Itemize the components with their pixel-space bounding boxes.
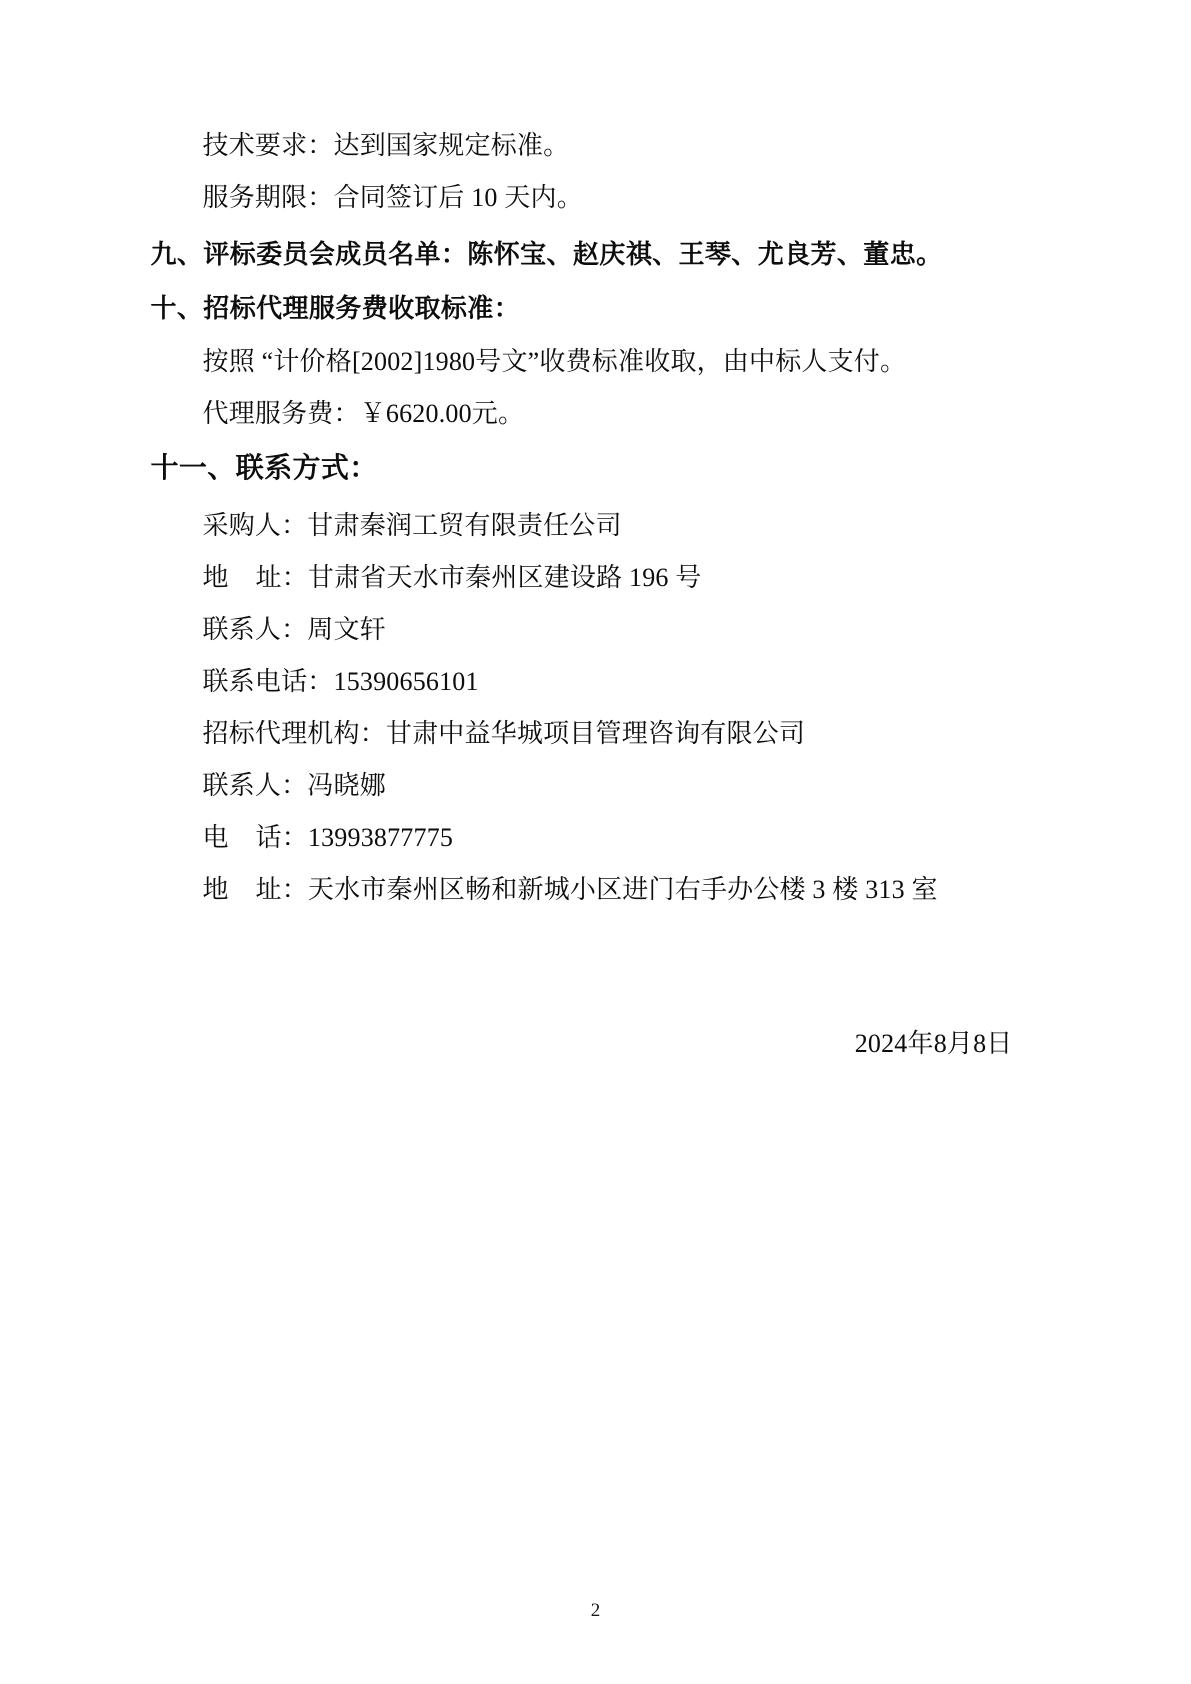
- contact-line-purchaser-contact: 联系人：周文轩: [202, 615, 386, 644]
- contact-line-agency: 招标代理机构：甘肃中益华城项目管理咨询有限公司: [202, 719, 806, 748]
- page-number: 2: [590, 1600, 601, 1621]
- contact-line-purchaser-phone: 联系电话：15390656101: [202, 667, 479, 696]
- contact-line-purchaser-address: 地 址：甘肃省天水市秦州区建设路 196 号: [202, 563, 702, 592]
- contact-list: [151, 500, 1041, 916]
- section-heading-eleven: 十一、联系方式：: [150, 453, 378, 484]
- section-heading-ten: 十、招标代理服务费收取标准：: [150, 294, 521, 323]
- vertical-spacer: [151, 916, 1041, 1024]
- contact-line-purchaser: 采购人：甘肃秦润工贸有限责任公司: [202, 511, 622, 540]
- document-body: [151, 120, 1041, 1064]
- section-heading-nine: 九、评标委员会成员名单：陈怀宝、赵庆祺、王琴、尤良芳、董忠。: [150, 240, 943, 269]
- paragraph-fee-standard: 按照 “计价格[2002]1980号文”收费标准收取，由中标人支付。: [202, 347, 907, 376]
- paragraph-tech-requirement: 技术要求：达到国家规定标准。: [202, 131, 570, 160]
- paragraph-agency-fee: 代理服务费：￥6620.00元。: [202, 399, 525, 428]
- contact-line-agency-contact: 联系人：冯晓娜: [202, 771, 386, 800]
- paragraph-service-period: 服务期限：合同签订后 10 天内。: [202, 183, 583, 212]
- document-date: 2024年8月8日: [854, 1029, 1013, 1058]
- contact-line-agency-address: 地 址：天水市秦州区畅和新城小区进门右手办公楼 3 楼 313 室: [202, 875, 938, 904]
- contact-line-agency-phone: 电 话：13993877775: [202, 823, 454, 852]
